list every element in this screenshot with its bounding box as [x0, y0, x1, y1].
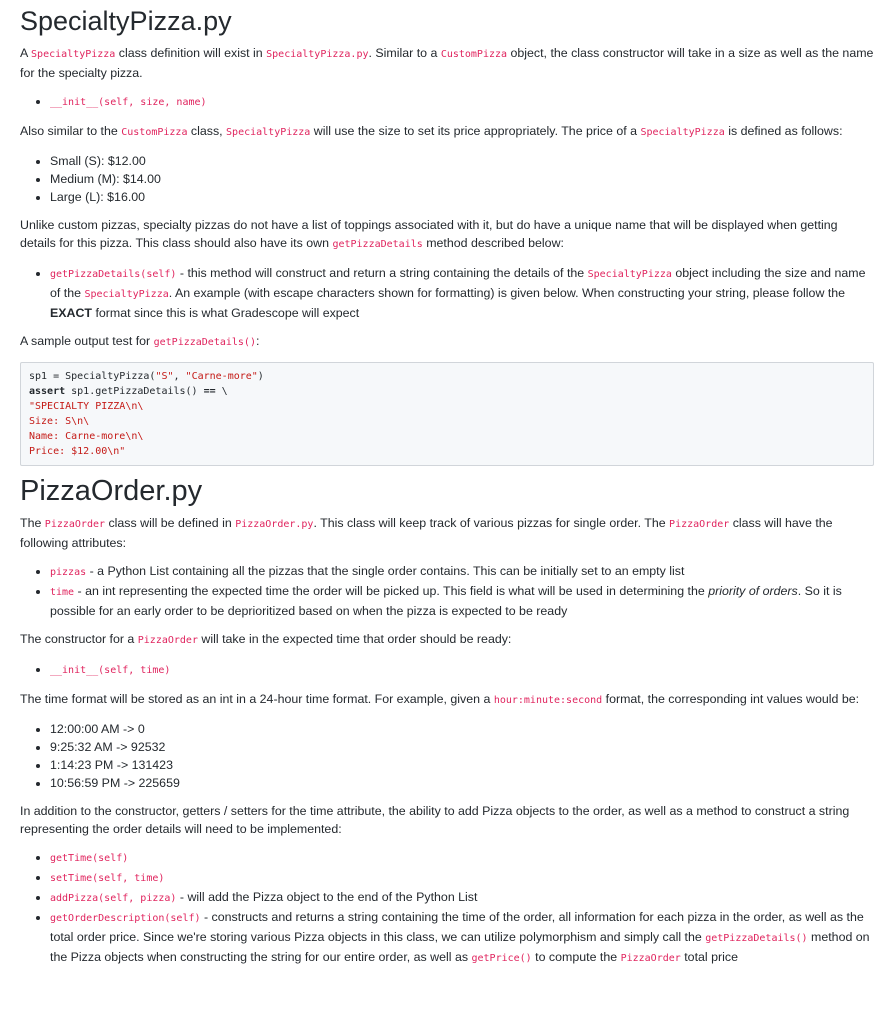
time-list	[20, 720, 874, 792]
section-title-pizzaorder: PizzaOrder.py	[20, 475, 203, 507]
method-list	[20, 264, 874, 322]
list-item: • 1:14:23 PM -> 131423	[50, 756, 874, 774]
inline-code: SpecialtyPizza	[31, 49, 116, 60]
inline-code: SpecialtyPizza	[640, 127, 725, 138]
inline-code: CustomPizza	[121, 127, 188, 138]
list-item: • Small (S): $12.00	[50, 152, 874, 170]
method-list	[20, 848, 874, 968]
inline-code: __init__(self, time)	[50, 665, 171, 676]
inline-code: SpecialtyPizza	[84, 289, 169, 300]
list-item	[50, 868, 874, 888]
constructor-intro: The constructor for a PizzaOrder will take in the expected time that order should be ready:	[20, 632, 512, 646]
inline-code: time	[50, 587, 75, 598]
inline-code: __init__(self, size, name)	[50, 97, 207, 108]
inline-code: getPizzaDetails()	[153, 337, 256, 348]
inline-code: getPizzaDetails(self)	[50, 269, 177, 280]
list-item: • getPizzaDetails(self) - this method will construct and return a string containing the details of the SpecialtyPizza object including the size and name of the SpecialtyPizza. An example (with escape characters shown for formatting) is given below. When constructing your string, please follow the EXACT format since this is what Gradescope will expect	[50, 264, 874, 322]
constructor-list	[20, 92, 874, 112]
sample-intro: A sample output test for getPizzaDetails():	[20, 334, 260, 348]
inline-code: PizzaOrder	[669, 519, 730, 530]
pricing-intro: Also similar to the CustomPizza class, SpecialtyPizza will use the size to set its price appropriately. The price of a SpecialtyPizza is defined as follows:	[20, 124, 843, 138]
time-format-intro: The time format will be stored as an int in a 24-hour time format. For example, given a hour:minute:second format, the corresponding int values would be:	[20, 692, 860, 706]
inline-code: getPizzaDetails()	[705, 933, 808, 944]
list-item: • Large (L): $16.00	[50, 188, 874, 206]
inline-code: PizzaOrder	[137, 635, 198, 646]
inline-code: getOrderDescription(self)	[50, 913, 201, 924]
code-block: sp1 = SpecialtyPizza("S", "Carne-more") assert sp1.getPizzaDetails() == \ "SPECIALTY PIZZA\n\ Size: S\n\ Name: Carne-more\n\ Price: $12.00\n"	[20, 362, 874, 466]
constructor-list	[20, 660, 874, 680]
inline-code: addPizza(self, pizza)	[50, 893, 177, 904]
methods-intro: In addition to the constructor, getters / setters for the time attribute, the ability to add Pizza objects to the order, as well as a method to construct a string representing the order details will need to be implemented:	[20, 804, 850, 836]
list-item: • 10:56:59 PM -> 225659	[50, 774, 874, 792]
list-item: • addPizza(self, pizza) - will add the Pizza object to the end of the Python List	[50, 888, 874, 908]
list-item: • 9:25:32 AM -> 92532	[50, 738, 874, 756]
inline-code: pizzas	[50, 567, 87, 578]
inline-code: PizzaOrder.py	[235, 519, 314, 530]
inline-code: SpecialtyPizza.py	[266, 49, 369, 60]
inline-code: PizzaOrder	[44, 519, 106, 530]
price-list	[20, 152, 874, 206]
inline-code: setTime(self, time)	[50, 873, 165, 884]
inline-code: hour:minute:second	[493, 695, 603, 706]
pizzaorder-intro: The PizzaOrder class will be defined in PizzaOrder.py. This class will keep track of various pizzas for single order. The PizzaOrder class will have the following attributes:	[20, 516, 833, 550]
inline-code: PizzaOrder	[620, 953, 681, 964]
attribute-list	[20, 562, 874, 620]
inline-code: SpecialtyPizza	[587, 269, 672, 280]
inline-code: getTime(self)	[50, 853, 129, 864]
list-item	[50, 848, 874, 868]
list-item: • time - an int representing the expected time the order will be picked up. This field is what will be used in determining the priority of orders. So it is possible for an early order to be deprioritized based on when the pizza is expected to be ready	[50, 582, 874, 620]
list-item: • 12:00:00 AM -> 0	[50, 720, 874, 738]
inline-code: SpecialtyPizza	[226, 127, 311, 138]
section-title-specialtypizza: SpecialtyPizza.py	[20, 6, 232, 36]
list-item: • Medium (M): $14.00	[50, 170, 874, 188]
list-item: • pizzas - a Python List containing all the pizzas that the single order contains. This can be initially set to an empty list	[50, 562, 874, 582]
list-item: • getOrderDescription(self) - constructs and returns a string containing the time of the order, all information for each pizza in the order, as well as the total order price. Since we're storing various Pizza objects in this class, we can utilize polymorphism and simply call the getPizzaDetails() method on the Pizza objects when constructing the string for our entire order, as well as getPrice() to compute the PizzaOrder total price	[50, 908, 874, 968]
list-item	[50, 660, 874, 680]
details-intro: Unlike custom pizzas, specialty pizzas do not have a list of toppings associated with it, but do have a unique name that will be displayed when getting details for this pizza. This class should also have its own getPizzaDetails method described below:	[20, 218, 838, 250]
inline-code: CustomPizza	[440, 49, 508, 60]
specialtypizza-intro: A SpecialtyPizza class definition will exist in SpecialtyPizza.py. Similar to a CustomPizza object, the class constructor will take in a size as well as the name for the specialty pizza.	[20, 46, 874, 80]
inline-code: getPrice()	[471, 953, 532, 964]
list-item	[50, 92, 874, 112]
inline-code: getPizzaDetails	[332, 239, 423, 250]
